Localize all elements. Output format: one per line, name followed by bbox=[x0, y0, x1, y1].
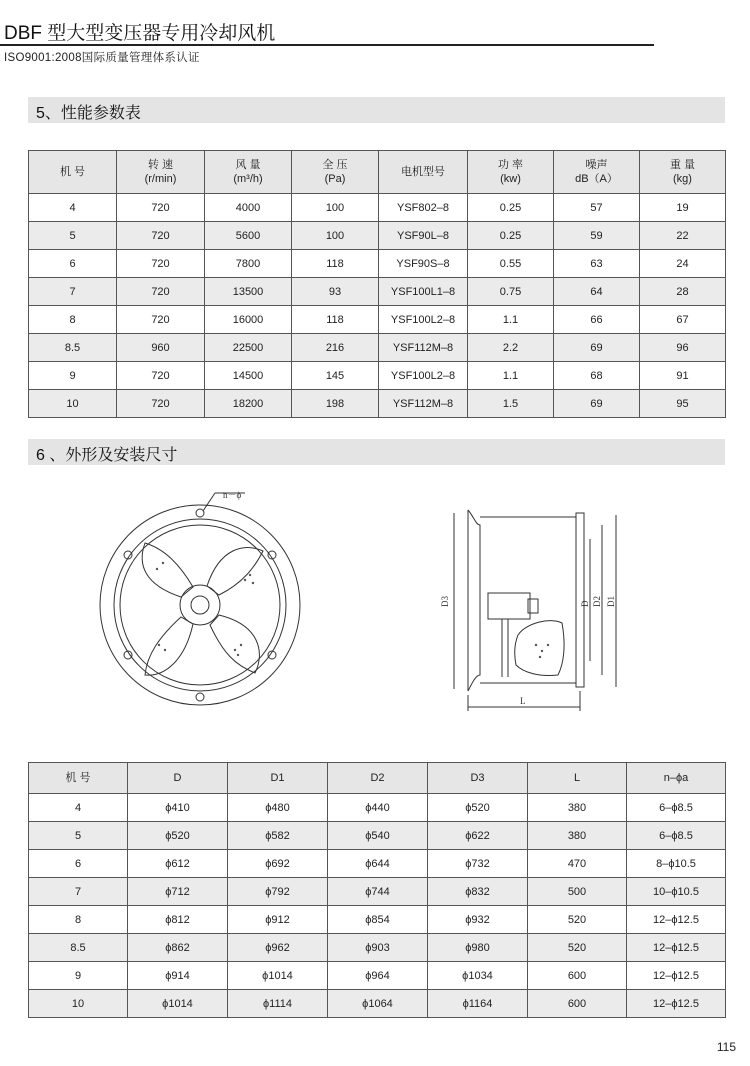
section-performance-heading: 5、性能参数表 bbox=[36, 105, 141, 122]
table-cell: ϕ1114 bbox=[228, 990, 328, 1018]
dimensions-table-row bbox=[29, 878, 726, 906]
table-cell: YSF90L–8 bbox=[379, 222, 468, 250]
table-cell: 28 bbox=[640, 278, 726, 306]
table-cell: 198 bbox=[292, 390, 379, 418]
table-cell: 1.5 bbox=[468, 390, 554, 418]
table-cell: ϕ582 bbox=[228, 822, 328, 850]
table-cell: 6–ϕ8.5 bbox=[627, 822, 726, 850]
dimensions-table-row bbox=[29, 906, 726, 934]
hub-inner-circle bbox=[191, 596, 209, 614]
table-cell: 24 bbox=[640, 250, 726, 278]
perf-col-unit: dB（A） bbox=[575, 173, 618, 185]
table-cell: YSF112M–8 bbox=[379, 390, 468, 418]
perf-col-unit: (kw) bbox=[500, 173, 521, 185]
performance-table-body bbox=[29, 194, 726, 418]
dimensions-table-row bbox=[29, 990, 726, 1018]
outlet-flange bbox=[576, 513, 584, 687]
table-cell: 95 bbox=[640, 390, 726, 418]
fan-side-view-drawing bbox=[440, 495, 640, 717]
table-cell: 720 bbox=[117, 306, 205, 334]
outer-flange-circle bbox=[100, 505, 300, 705]
table-cell: ϕ980 bbox=[428, 934, 528, 962]
dim-col-l: L bbox=[528, 763, 627, 794]
table-cell: 59 bbox=[554, 222, 640, 250]
table-cell: 1.1 bbox=[468, 362, 554, 390]
perf-col-power bbox=[468, 151, 554, 194]
table-cell: ϕ520 bbox=[428, 794, 528, 822]
table-cell: 66 bbox=[554, 306, 640, 334]
table-cell: 93 bbox=[292, 278, 379, 306]
table-cell: 720 bbox=[117, 222, 205, 250]
table-cell: ϕ1064 bbox=[328, 990, 428, 1018]
table-cell: 12–ϕ12.5 bbox=[627, 906, 726, 934]
perf-col-unit: (kg) bbox=[673, 173, 692, 185]
page-number: 115 bbox=[716, 1040, 736, 1054]
table-cell: ϕ812 bbox=[128, 906, 228, 934]
table-cell: ϕ1014 bbox=[128, 990, 228, 1018]
dimensions-table bbox=[28, 762, 726, 1018]
dim-col-d3: D3 bbox=[428, 763, 528, 794]
performance-table-row bbox=[29, 306, 726, 334]
table-cell: 68 bbox=[554, 362, 640, 390]
table-cell: 470 bbox=[528, 850, 627, 878]
table-cell: 14500 bbox=[205, 362, 292, 390]
table-cell: 4000 bbox=[205, 194, 292, 222]
dimensions-table-row bbox=[29, 962, 726, 990]
table-cell: 145 bbox=[292, 362, 379, 390]
dimensions-table-row bbox=[29, 794, 726, 822]
title-underline bbox=[0, 44, 654, 46]
table-cell: ϕ964 bbox=[328, 962, 428, 990]
table-cell: 13500 bbox=[205, 278, 292, 306]
table-cell: ϕ644 bbox=[328, 850, 428, 878]
table-cell: 216 bbox=[292, 334, 379, 362]
table-cell: 8.5 bbox=[29, 934, 128, 962]
section-dimensions-heading: 6 、外形及安装尺寸 bbox=[36, 447, 178, 464]
table-cell: 12–ϕ12.5 bbox=[627, 934, 726, 962]
table-cell: 6–ϕ8.5 bbox=[627, 794, 726, 822]
dimensions-table-body bbox=[29, 794, 726, 1018]
blade-side-silhouette bbox=[515, 621, 564, 676]
table-cell: ϕ914 bbox=[128, 962, 228, 990]
table-cell: 22500 bbox=[205, 334, 292, 362]
dimensions-table-row bbox=[29, 934, 726, 962]
table-cell: ϕ792 bbox=[228, 878, 328, 906]
motor-body bbox=[488, 593, 530, 619]
section-performance-heading-bar bbox=[28, 97, 725, 123]
perf-col-label: 电机型号 bbox=[401, 166, 445, 178]
table-cell: ϕ732 bbox=[428, 850, 528, 878]
table-cell: YSF100L1–8 bbox=[379, 278, 468, 306]
inlet-bell-outline bbox=[468, 510, 480, 691]
table-cell: 4 bbox=[29, 794, 128, 822]
table-cell: 12–ϕ12.5 bbox=[627, 962, 726, 990]
table-cell: 100 bbox=[292, 222, 379, 250]
perf-col-weight bbox=[640, 151, 726, 194]
table-cell: YSF802–8 bbox=[379, 194, 468, 222]
table-cell: 8 bbox=[29, 906, 128, 934]
table-cell: 96 bbox=[640, 334, 726, 362]
table-cell: 720 bbox=[117, 194, 205, 222]
table-cell: ϕ410 bbox=[128, 794, 228, 822]
table-cell: 500 bbox=[528, 878, 627, 906]
note-leader-line bbox=[203, 493, 215, 511]
dimensions-table-row bbox=[29, 822, 726, 850]
dim-l-label: L bbox=[520, 696, 526, 706]
note-n-phi-label: n－ϕ bbox=[223, 490, 242, 500]
table-cell: ϕ1034 bbox=[428, 962, 528, 990]
performance-table-row bbox=[29, 390, 726, 418]
table-cell: 520 bbox=[528, 906, 627, 934]
table-cell: 0.55 bbox=[468, 250, 554, 278]
perf-col-pressure bbox=[292, 151, 379, 194]
table-cell: 5 bbox=[29, 822, 128, 850]
table-cell: 57 bbox=[554, 194, 640, 222]
perf-col-label: 转 速 bbox=[147, 159, 174, 171]
perf-col-unit: (m³/h) bbox=[233, 173, 263, 185]
table-cell: 91 bbox=[640, 362, 726, 390]
table-cell: 69 bbox=[554, 334, 640, 362]
perf-col-unit: (r/min) bbox=[144, 173, 177, 185]
perf-col-label: 重 量 bbox=[669, 159, 696, 171]
dimensions-header-row bbox=[29, 763, 726, 794]
table-cell: 63 bbox=[554, 250, 640, 278]
table-cell: ϕ520 bbox=[128, 822, 228, 850]
table-cell: ϕ440 bbox=[328, 794, 428, 822]
table-cell: ϕ692 bbox=[228, 850, 328, 878]
dim-d1-label: D1 bbox=[606, 596, 616, 607]
table-cell: 64 bbox=[554, 278, 640, 306]
fan-blade-icon bbox=[145, 617, 193, 675]
performance-table-row bbox=[29, 222, 726, 250]
table-cell: 0.25 bbox=[468, 194, 554, 222]
table-cell: 380 bbox=[528, 822, 627, 850]
table-cell: 69 bbox=[554, 390, 640, 418]
table-cell: ϕ1014 bbox=[228, 962, 328, 990]
performance-table-row bbox=[29, 362, 726, 390]
table-cell: 8–ϕ10.5 bbox=[627, 850, 726, 878]
section-dimensions-heading-bar bbox=[28, 439, 725, 465]
table-cell: 67 bbox=[640, 306, 726, 334]
table-cell: 4 bbox=[29, 194, 117, 222]
table-cell: 19 bbox=[640, 194, 726, 222]
table-cell: ϕ932 bbox=[428, 906, 528, 934]
housing-circle bbox=[114, 519, 286, 691]
dim-col-d1: D1 bbox=[228, 763, 328, 794]
dimensions-table-row bbox=[29, 850, 726, 878]
fan-front-view-drawing bbox=[95, 485, 310, 715]
perf-col-speed bbox=[117, 151, 205, 194]
table-cell: ϕ712 bbox=[128, 878, 228, 906]
table-cell: 720 bbox=[117, 250, 205, 278]
perf-col-label: 全 压 bbox=[322, 159, 348, 171]
perf-col-airflow bbox=[205, 151, 292, 194]
dim-col-model: 机 号 bbox=[29, 763, 128, 794]
table-cell: ϕ862 bbox=[128, 934, 228, 962]
table-cell: ϕ612 bbox=[128, 850, 228, 878]
performance-table-row bbox=[29, 250, 726, 278]
dim-col-d: D bbox=[128, 763, 228, 794]
table-cell: ϕ903 bbox=[328, 934, 428, 962]
table-cell: YSF90S–8 bbox=[379, 250, 468, 278]
table-cell: 720 bbox=[117, 362, 205, 390]
table-cell: ϕ962 bbox=[228, 934, 328, 962]
table-cell: 7800 bbox=[205, 250, 292, 278]
table-cell: 22 bbox=[640, 222, 726, 250]
table-cell: 118 bbox=[292, 250, 379, 278]
table-cell: 720 bbox=[117, 278, 205, 306]
table-cell: ϕ1164 bbox=[428, 990, 528, 1018]
table-cell: ϕ622 bbox=[428, 822, 528, 850]
fan-blade-icon bbox=[207, 548, 263, 595]
perf-col-model bbox=[29, 151, 117, 194]
table-cell: 0.75 bbox=[468, 278, 554, 306]
table-cell: 10–ϕ10.5 bbox=[627, 878, 726, 906]
performance-header-row bbox=[29, 151, 726, 194]
table-cell: 520 bbox=[528, 934, 627, 962]
table-cell: 960 bbox=[117, 334, 205, 362]
table-cell: 8.5 bbox=[29, 334, 117, 362]
dim-d2-label: D2 bbox=[592, 596, 602, 607]
table-cell: YSF100L2–8 bbox=[379, 306, 468, 334]
dim-col-holes: n–ϕa bbox=[627, 763, 726, 794]
table-cell: ϕ912 bbox=[228, 906, 328, 934]
performance-table-row bbox=[29, 194, 726, 222]
table-cell: 12–ϕ12.5 bbox=[627, 990, 726, 1018]
table-cell: ϕ744 bbox=[328, 878, 428, 906]
perf-col-label: 机 号 bbox=[59, 166, 86, 178]
table-cell: 1.1 bbox=[468, 306, 554, 334]
performance-table bbox=[28, 150, 726, 418]
table-cell: ϕ480 bbox=[228, 794, 328, 822]
table-cell: 100 bbox=[292, 194, 379, 222]
table-cell: 7 bbox=[29, 278, 117, 306]
table-cell: ϕ540 bbox=[328, 822, 428, 850]
bolt-hole-icon bbox=[196, 509, 204, 517]
dim-d-label: D bbox=[580, 600, 590, 607]
table-cell: 9 bbox=[29, 962, 128, 990]
document-title: DBF 型大型变压器专用冷却风机 bbox=[4, 23, 276, 44]
table-cell: 5600 bbox=[205, 222, 292, 250]
certification-text: ISO9001:2008国际质量管理体系认证 bbox=[4, 52, 200, 64]
table-cell: 380 bbox=[528, 794, 627, 822]
fan-blade-icon bbox=[210, 615, 259, 673]
table-cell: 9 bbox=[29, 362, 117, 390]
perf-col-unit: (Pa) bbox=[324, 173, 346, 185]
table-cell: 118 bbox=[292, 306, 379, 334]
perf-col-label: 功 率 bbox=[497, 159, 524, 171]
table-cell: ϕ854 bbox=[328, 906, 428, 934]
table-cell: 6 bbox=[29, 250, 117, 278]
fan-blade-icon bbox=[142, 543, 193, 597]
table-cell: 7 bbox=[29, 878, 128, 906]
perf-col-label: 风 量 bbox=[235, 159, 261, 171]
dim-d3-label: D3 bbox=[440, 596, 450, 607]
table-cell: 6 bbox=[29, 850, 128, 878]
table-cell: YSF112M–8 bbox=[379, 334, 468, 362]
table-cell: 2.2 bbox=[468, 334, 554, 362]
table-cell: 10 bbox=[29, 390, 117, 418]
table-cell: 16000 bbox=[205, 306, 292, 334]
table-cell: YSF100L2–8 bbox=[379, 362, 468, 390]
perf-col-label: 噪声 bbox=[585, 159, 608, 171]
table-cell: 720 bbox=[117, 390, 205, 418]
performance-table-row bbox=[29, 334, 726, 362]
perf-col-noise bbox=[554, 151, 640, 194]
dim-col-d2: D2 bbox=[328, 763, 428, 794]
performance-table-row bbox=[29, 278, 726, 306]
table-cell: 10 bbox=[29, 990, 128, 1018]
table-cell: 8 bbox=[29, 306, 117, 334]
perf-col-motor bbox=[379, 151, 468, 194]
table-cell: 600 bbox=[528, 962, 627, 990]
table-cell: 0.25 bbox=[468, 222, 554, 250]
table-cell: 18200 bbox=[205, 390, 292, 418]
table-cell: 5 bbox=[29, 222, 117, 250]
bolt-hole-icon bbox=[196, 693, 204, 701]
table-cell: ϕ832 bbox=[428, 878, 528, 906]
table-cell: 600 bbox=[528, 990, 627, 1018]
